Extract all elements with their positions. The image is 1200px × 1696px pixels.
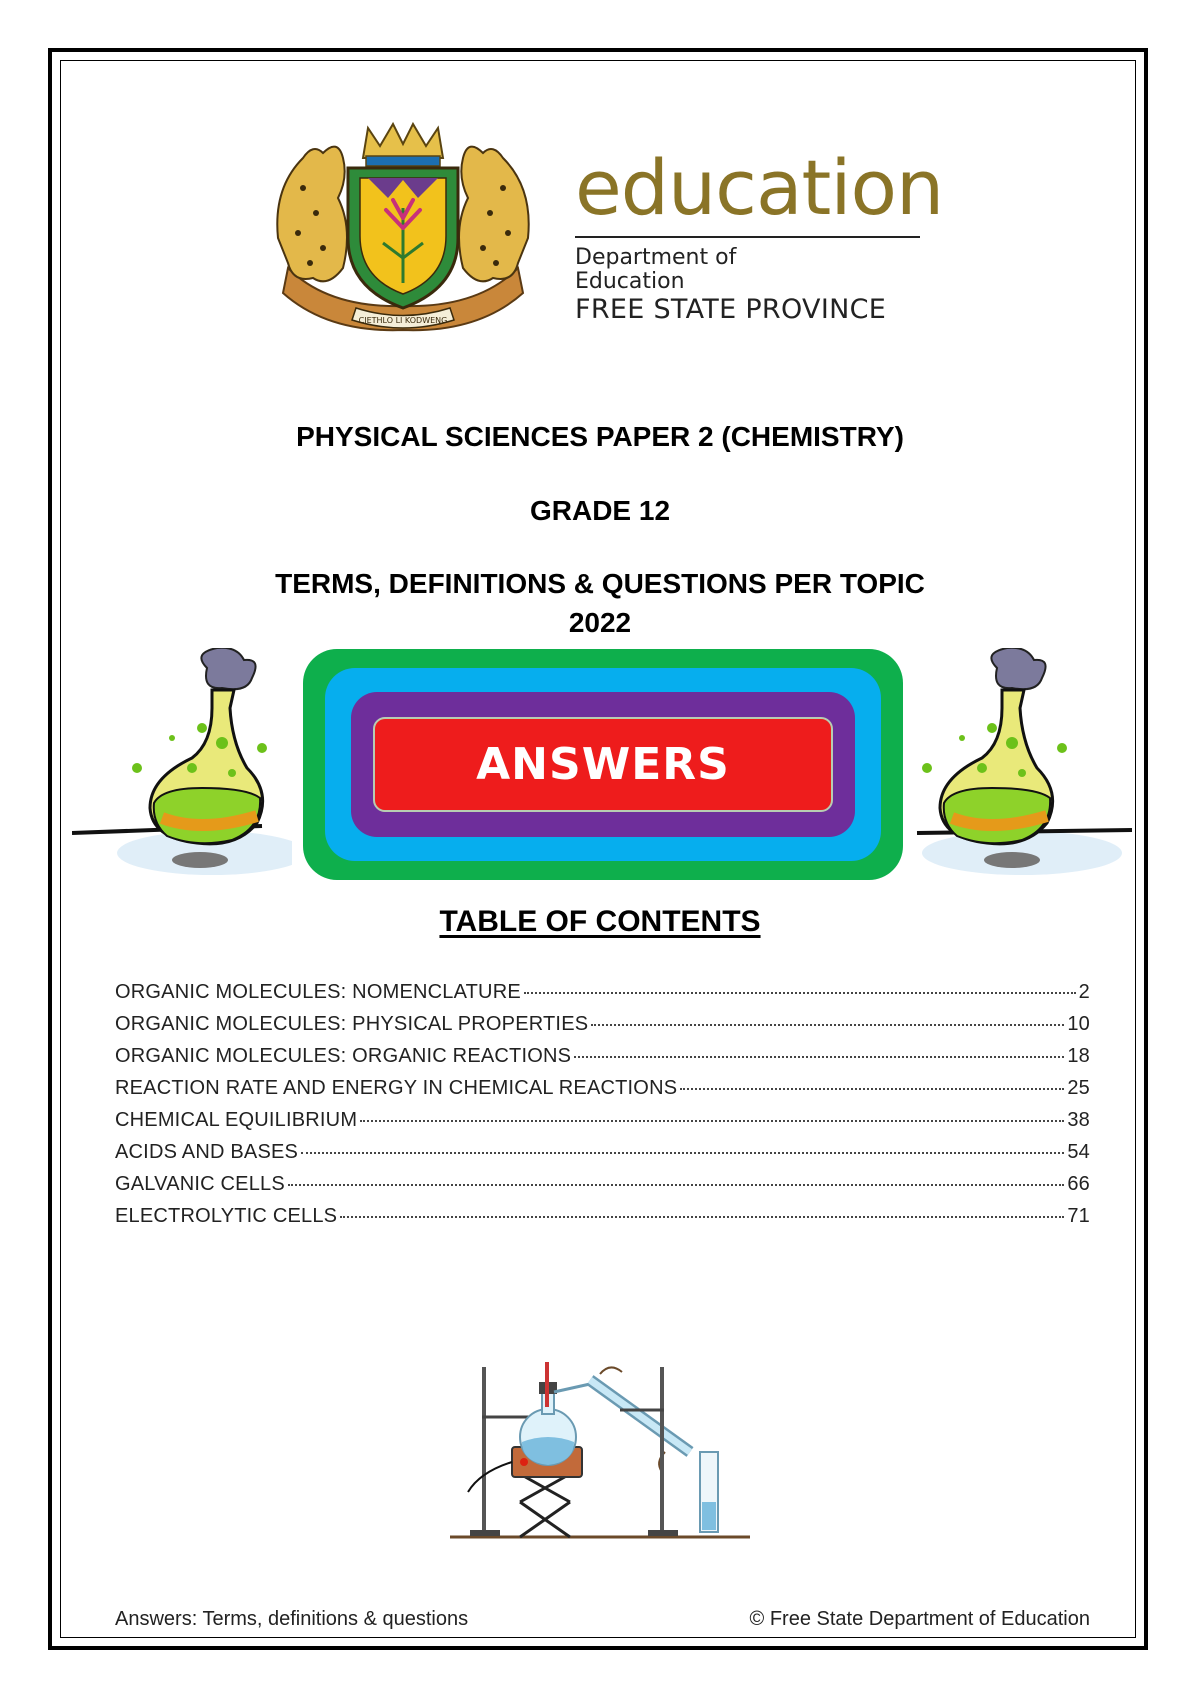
toc-entry[interactable] — [115, 1141, 1090, 1173]
toc-entry[interactable] — [115, 1077, 1090, 1109]
toc-leader-dots — [680, 1088, 1064, 1090]
toc-entry-label: GALVANIC CELLS — [115, 1173, 285, 1195]
footer-left: Answers: Terms, definitions & questions — [115, 1608, 469, 1630]
toc-entry[interactable] — [115, 1109, 1090, 1141]
toc-entry-page: 38 — [1067, 1109, 1090, 1131]
subject-heading: PHYSICAL SCIENCES PAPER 2 (CHEMISTRY) — [296, 421, 904, 452]
toc-entry[interactable] — [115, 981, 1090, 1013]
toc-entry[interactable] — [115, 1045, 1090, 1077]
toc-title: TABLE OF CONTENTS — [439, 905, 761, 938]
answers-banner — [303, 649, 903, 880]
footer-copyright: © Free State Department of Education — [749, 1608, 1090, 1630]
toc-leader-dots — [591, 1024, 1064, 1026]
education-logo-text — [575, 143, 944, 326]
answers-label: ANSWERS — [476, 739, 730, 790]
svg-text:CIETHLO LI KODWENG: CIETHLO LI KODWENG — [358, 316, 448, 325]
logo-department-line2: Education — [575, 269, 685, 294]
coat-of-arms-logo — [268, 118, 538, 348]
toc-entry-page: 71 — [1067, 1205, 1090, 1227]
toc-entry-page: 10 — [1067, 1013, 1090, 1035]
toc-leader-dots — [360, 1120, 1064, 1122]
toc-entry-label: ORGANIC MOLECULES: NOMENCLATURE — [115, 981, 521, 1003]
toc-leader-dots — [574, 1056, 1064, 1058]
flask-illustration-right — [912, 648, 1132, 878]
toc-entry[interactable] — [115, 1173, 1090, 1205]
logo-word: education — [575, 143, 944, 232]
distillation-apparatus-illustration — [450, 1362, 750, 1544]
toc-entry[interactable] — [115, 1013, 1090, 1045]
toc-entry-page: 18 — [1067, 1045, 1090, 1067]
toc-entry-label: ORGANIC MOLECULES: ORGANIC REACTIONS — [115, 1045, 572, 1067]
table-of-contents — [115, 981, 1090, 1237]
grade-heading: GRADE 12 — [529, 495, 671, 526]
toc-entry-label: ACIDS AND BASES — [115, 1141, 299, 1163]
toc-entry-page: 2 — [1078, 981, 1090, 1003]
toc-entry[interactable] — [115, 1205, 1090, 1237]
flask-illustration-left — [72, 648, 292, 878]
toc-entry-page: 66 — [1067, 1173, 1090, 1195]
toc-leader-dots — [288, 1184, 1064, 1186]
year-heading: 2022 — [568, 607, 632, 638]
logo-department-line1: Department of — [575, 245, 737, 270]
title-heading: TERMS, DEFINITIONS & QUESTIONS PER TOPIC — [275, 568, 925, 599]
toc-entry-label: ORGANIC MOLECULES: PHYSICAL PROPERTIES — [115, 1013, 589, 1035]
toc-entry-page: 25 — [1067, 1077, 1090, 1099]
toc-entry-label: ELECTROLYTIC CELLS — [115, 1205, 338, 1227]
toc-leader-dots — [301, 1152, 1064, 1154]
toc-leader-dots — [524, 992, 1076, 994]
toc-leader-dots — [340, 1216, 1064, 1218]
toc-entry-label: REACTION RATE AND ENERGY IN CHEMICAL REACTIONS — [115, 1077, 678, 1099]
banner-red-panel — [373, 717, 833, 812]
toc-entry-label: CHEMICAL EQUILIBRIUM — [115, 1109, 358, 1131]
toc-entry-page: 54 — [1067, 1141, 1090, 1163]
logo-province: FREE STATE PROVINCE — [575, 294, 887, 325]
logo-divider — [575, 236, 920, 238]
